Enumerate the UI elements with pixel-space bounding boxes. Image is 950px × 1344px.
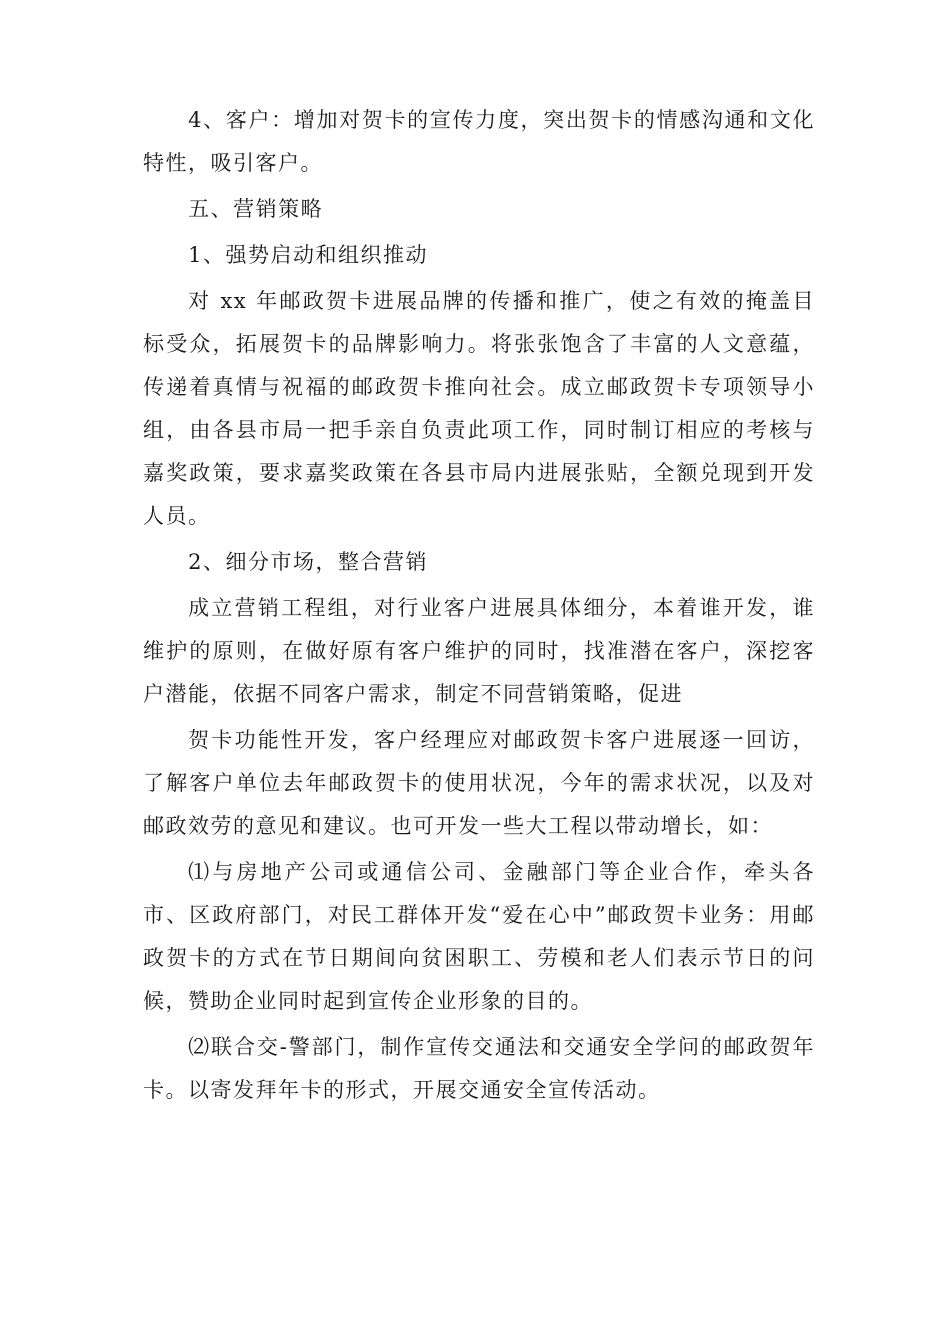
document-body: [143, 99, 815, 1115]
paragraph-marketing-team: 成立营销工程组，对行业客户进展具体细分，本着谁开发，谁维护的原则，在做好原有客户维护的同时，找准潜在客户，深挖客户潜能，依据不同客户需求，制定不同营销策略，促进: [143, 596, 815, 706]
paragraph-functional-development: 贺卡功能性开发，客户经理应对邮政贺卡客户进展逐一回访，了解客户单位去年邮政贺卡的使用状况，今年的需求状况，以及对邮政效劳的意见和建议。也可开发一些大工程以带动增长，如：: [143, 728, 815, 838]
paragraph-brand-promotion: 对 xx 年邮政贺卡进展品牌的传播和推广，使之有效的掩盖目标受众，拓展贺卡的品牌影响力。将张张饱含了丰富的人文意蕴，传递着真情与祝福的邮政贺卡推向社会。成立邮政贺卡专项领导小组，由各县市局一把手亲自负责此项工作，同时制订相应的考核与嘉奖政策，要求嘉奖政策在各县市局内进展张贴，全额兑现到开发人员。: [143, 289, 815, 528]
paragraph-item-2-traffic-police: ⑵联合交-警部门，制作宣传交通法和交通安全学问的邮政贺年卡。以寄发拜年卡的形式，开展交通安全宣传活动。: [143, 1035, 815, 1102]
paragraph-item-1-partnership: ⑴与房地产公司或通信公司、金融部门等企业合作，牵头各市、区政府部门，对民工群体开发“爱在心中”邮政贺卡业务：用邮政贺卡的方式在节日期间向贫困职工、劳模和老人们表示节日的问候，赞助企业同时起到宣传企业形象的目的。: [143, 860, 815, 1013]
subheading-strong-launch: 1、强势启动和组织推动: [188, 243, 429, 267]
paragraph-customer-promotion: 4、客户：增加对贺卡的宣传力度，突出贺卡的情感沟通和文化特性，吸引客户。: [143, 108, 815, 175]
subheading-market-segmentation: 2、细分市场，整合营销: [188, 550, 429, 574]
section-heading-marketing-strategy: 五、营销策略: [188, 197, 324, 221]
